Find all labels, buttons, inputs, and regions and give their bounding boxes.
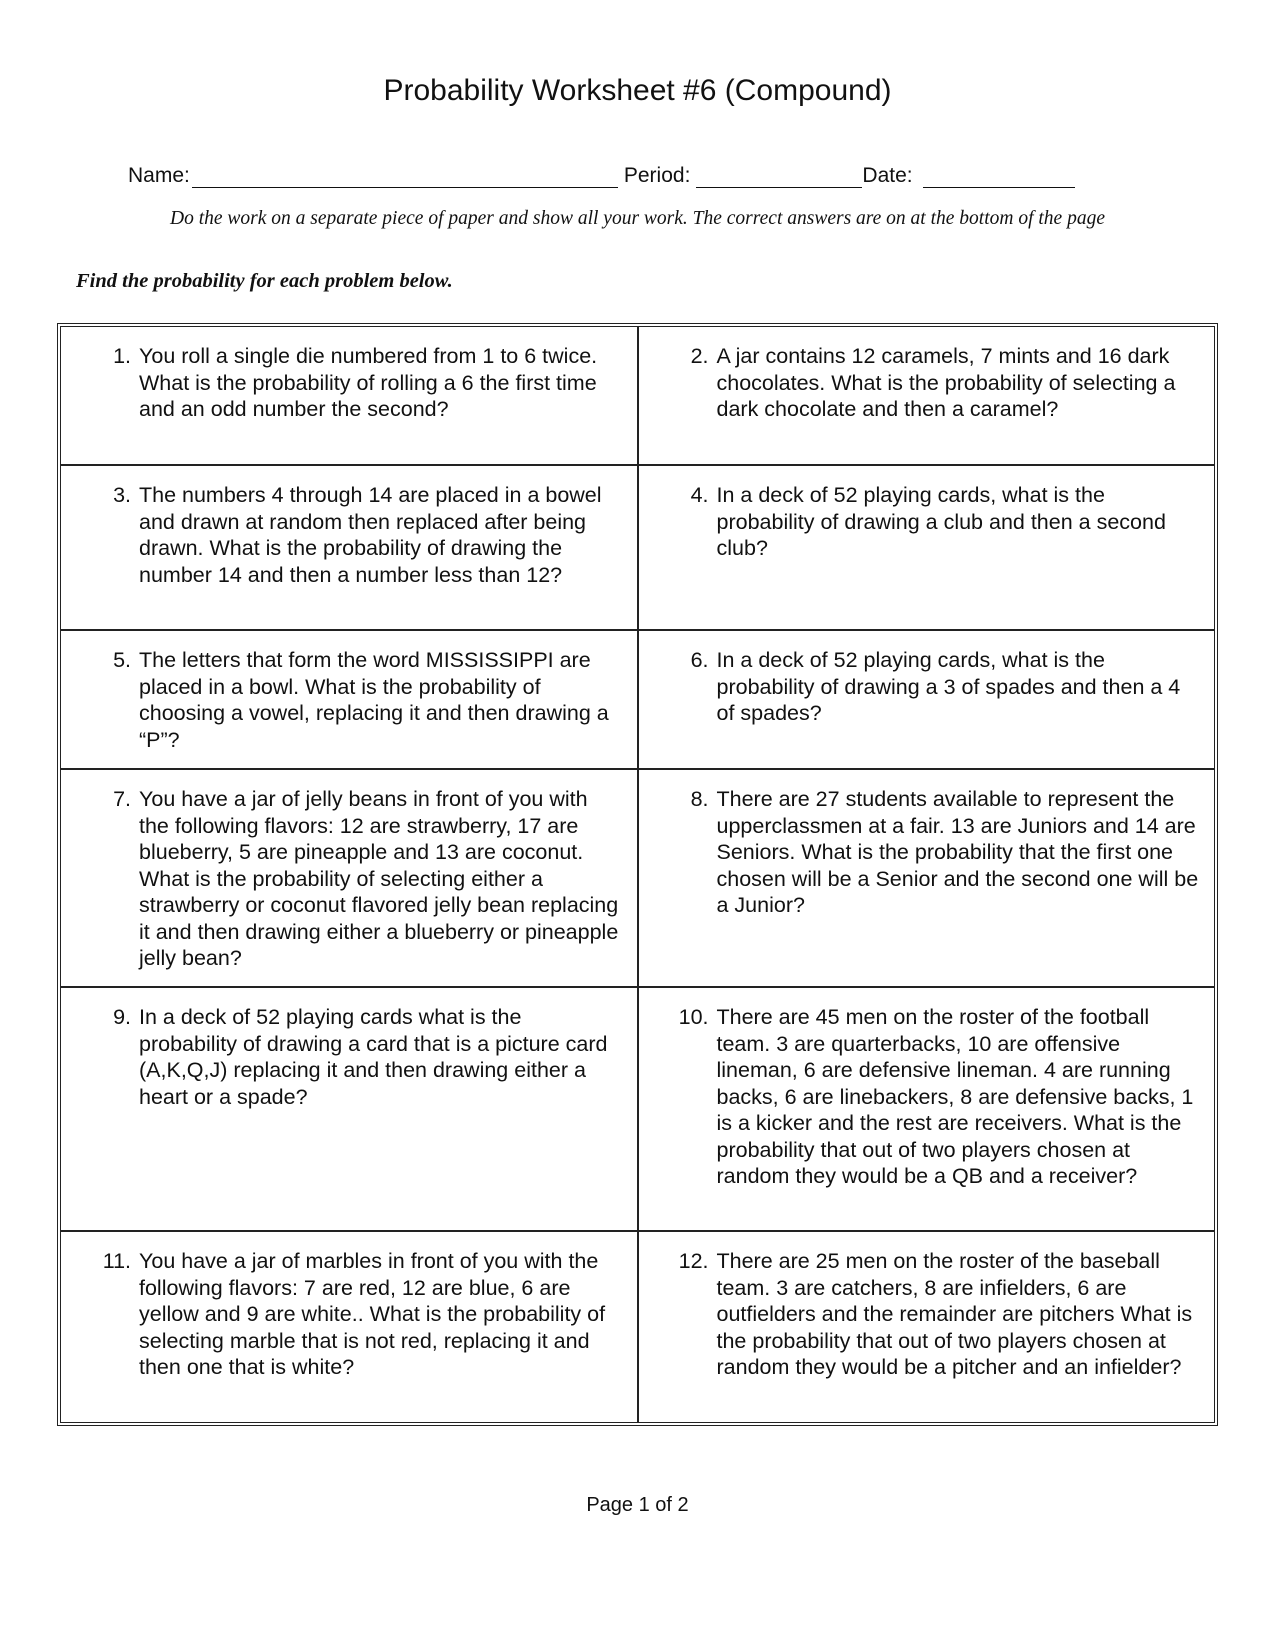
- page-title: Probability Worksheet #6 (Compound): [383, 74, 892, 107]
- instructions: Do the work on a separate piece of paper and show all your work. The correct answers are on at the bottom of the page: [170, 208, 1105, 229]
- problem-cell: [638, 465, 1216, 630]
- section-heading: Find the probability for each problem below.: [76, 270, 453, 292]
- problem-text: The letters that form the word MISSISSIPPI are placed in a bowl. What is the probability of choosing a vowel, replacing it and then drawing a “P”?: [139, 648, 609, 752]
- problem-text: In a deck of 52 playing cards, what is the probability of drawing a club and then a second club?: [716, 483, 1166, 560]
- problem-number: 12.: [678, 1249, 709, 1273]
- name-label: Name:: [128, 164, 190, 187]
- date-label: Date:: [862, 164, 913, 187]
- problem-text: There are 25 men on the roster of the baseball team. 3 are catchers, 8 are infielders, 6 are outfielders and the remainder are pitchers What is the probability that out of two players chosen at random they would be a pitcher and an infielder?: [716, 1249, 1193, 1379]
- problem-text: A jar contains 12 caramels, 7 mints and 16 dark chocolates. What is the probability of selecting a dark chocolate and then a caramel?: [716, 344, 1176, 421]
- problem-cell: [638, 987, 1216, 1231]
- table-row: [60, 1231, 1215, 1423]
- problem-text: You roll a single die numbered from 1 to 6 twice. What is the probability of rolling a 6 the first time and an odd number the second?: [139, 344, 598, 421]
- problem-text: You have a jar of jelly beans in front of you with the following flavors: 12 are strawberry, 17 are blueberry, 5 are pineapple and 13 are coconut. What is the probability of selecting either a strawberry or coconut flavored jelly bean replacing it and then drawing either a blueberry or pineapple jelly bean?: [139, 787, 619, 970]
- problem-cell: [60, 987, 638, 1231]
- problem-number: 4.: [690, 483, 709, 507]
- problem-cell: [638, 1231, 1216, 1423]
- problem-number: 1.: [113, 344, 131, 368]
- problem-cell: [60, 1231, 638, 1423]
- problem-text: In a deck of 52 playing cards what is the probability of drawing a card that is a picture card (A,K,Q,J) replacing it and then drawing either a heart or a spade?: [139, 1005, 608, 1109]
- problem-number: 10.: [678, 1005, 709, 1029]
- header-fields: [128, 158, 1075, 188]
- date-field[interactable]: [923, 165, 1075, 188]
- page-number: Page 1 of 2: [586, 1494, 689, 1516]
- problem-number: 2.: [690, 344, 709, 368]
- problem-cell: [638, 630, 1216, 769]
- problem-text: In a deck of 52 playing cards, what is the probability of drawing a 3 of spades and then a 4 of spades?: [716, 648, 1181, 725]
- problem-number: 6.: [690, 648, 709, 672]
- problem-number: 8.: [690, 787, 709, 811]
- period-field[interactable]: [696, 165, 862, 188]
- problem-cell: [638, 769, 1216, 987]
- name-field[interactable]: [192, 165, 618, 188]
- problem-cell: [60, 326, 638, 465]
- problem-cell: [638, 326, 1216, 465]
- problem-number: 3.: [113, 483, 131, 507]
- problem-text: There are 27 students available to represent the upperclassmen at a fair. 13 are Juniors and 14 are Seniors. What is the probability that the first one chosen will be a Senior and the second one will be a Junior?: [716, 787, 1199, 917]
- table-row: [60, 326, 1215, 465]
- table-row: [60, 630, 1215, 769]
- problem-cell: [60, 630, 638, 769]
- problem-cell: [60, 465, 638, 630]
- table-row: [60, 465, 1215, 630]
- problem-number: 9.: [113, 1005, 131, 1029]
- problem-number: 5.: [113, 648, 131, 672]
- problem-text: There are 45 men on the roster of the football team. 3 are quarterbacks, 10 are offensive lineman, 6 are defensive lineman. 4 are running backs, 6 are linebackers, 8 are defensive backs, 1 is a kicker and the rest are receivers. What is the probability that out of two players chosen at random they would be a QB and a receiver?: [716, 1005, 1194, 1188]
- table-row: [60, 769, 1215, 987]
- problem-text: The numbers 4 through 14 are placed in a bowel and drawn at random then replaced after being drawn. What is the probability of drawing the number 14 and then a number less than 12?: [139, 483, 602, 587]
- problem-text: You have a jar of marbles in front of you with the following flavors: 7 are red, 12 are blue, 6 are yellow and 9 are white.. What is the probability of selecting marble that is not red, replacing it and then one that is white?: [139, 1249, 606, 1379]
- problem-number: 11.: [102, 1249, 131, 1273]
- period-label: Period:: [623, 164, 691, 187]
- problem-cell: [60, 769, 638, 987]
- problems-table: [57, 323, 1218, 1426]
- table-row: [60, 987, 1215, 1231]
- problem-number: 7.: [113, 787, 131, 811]
